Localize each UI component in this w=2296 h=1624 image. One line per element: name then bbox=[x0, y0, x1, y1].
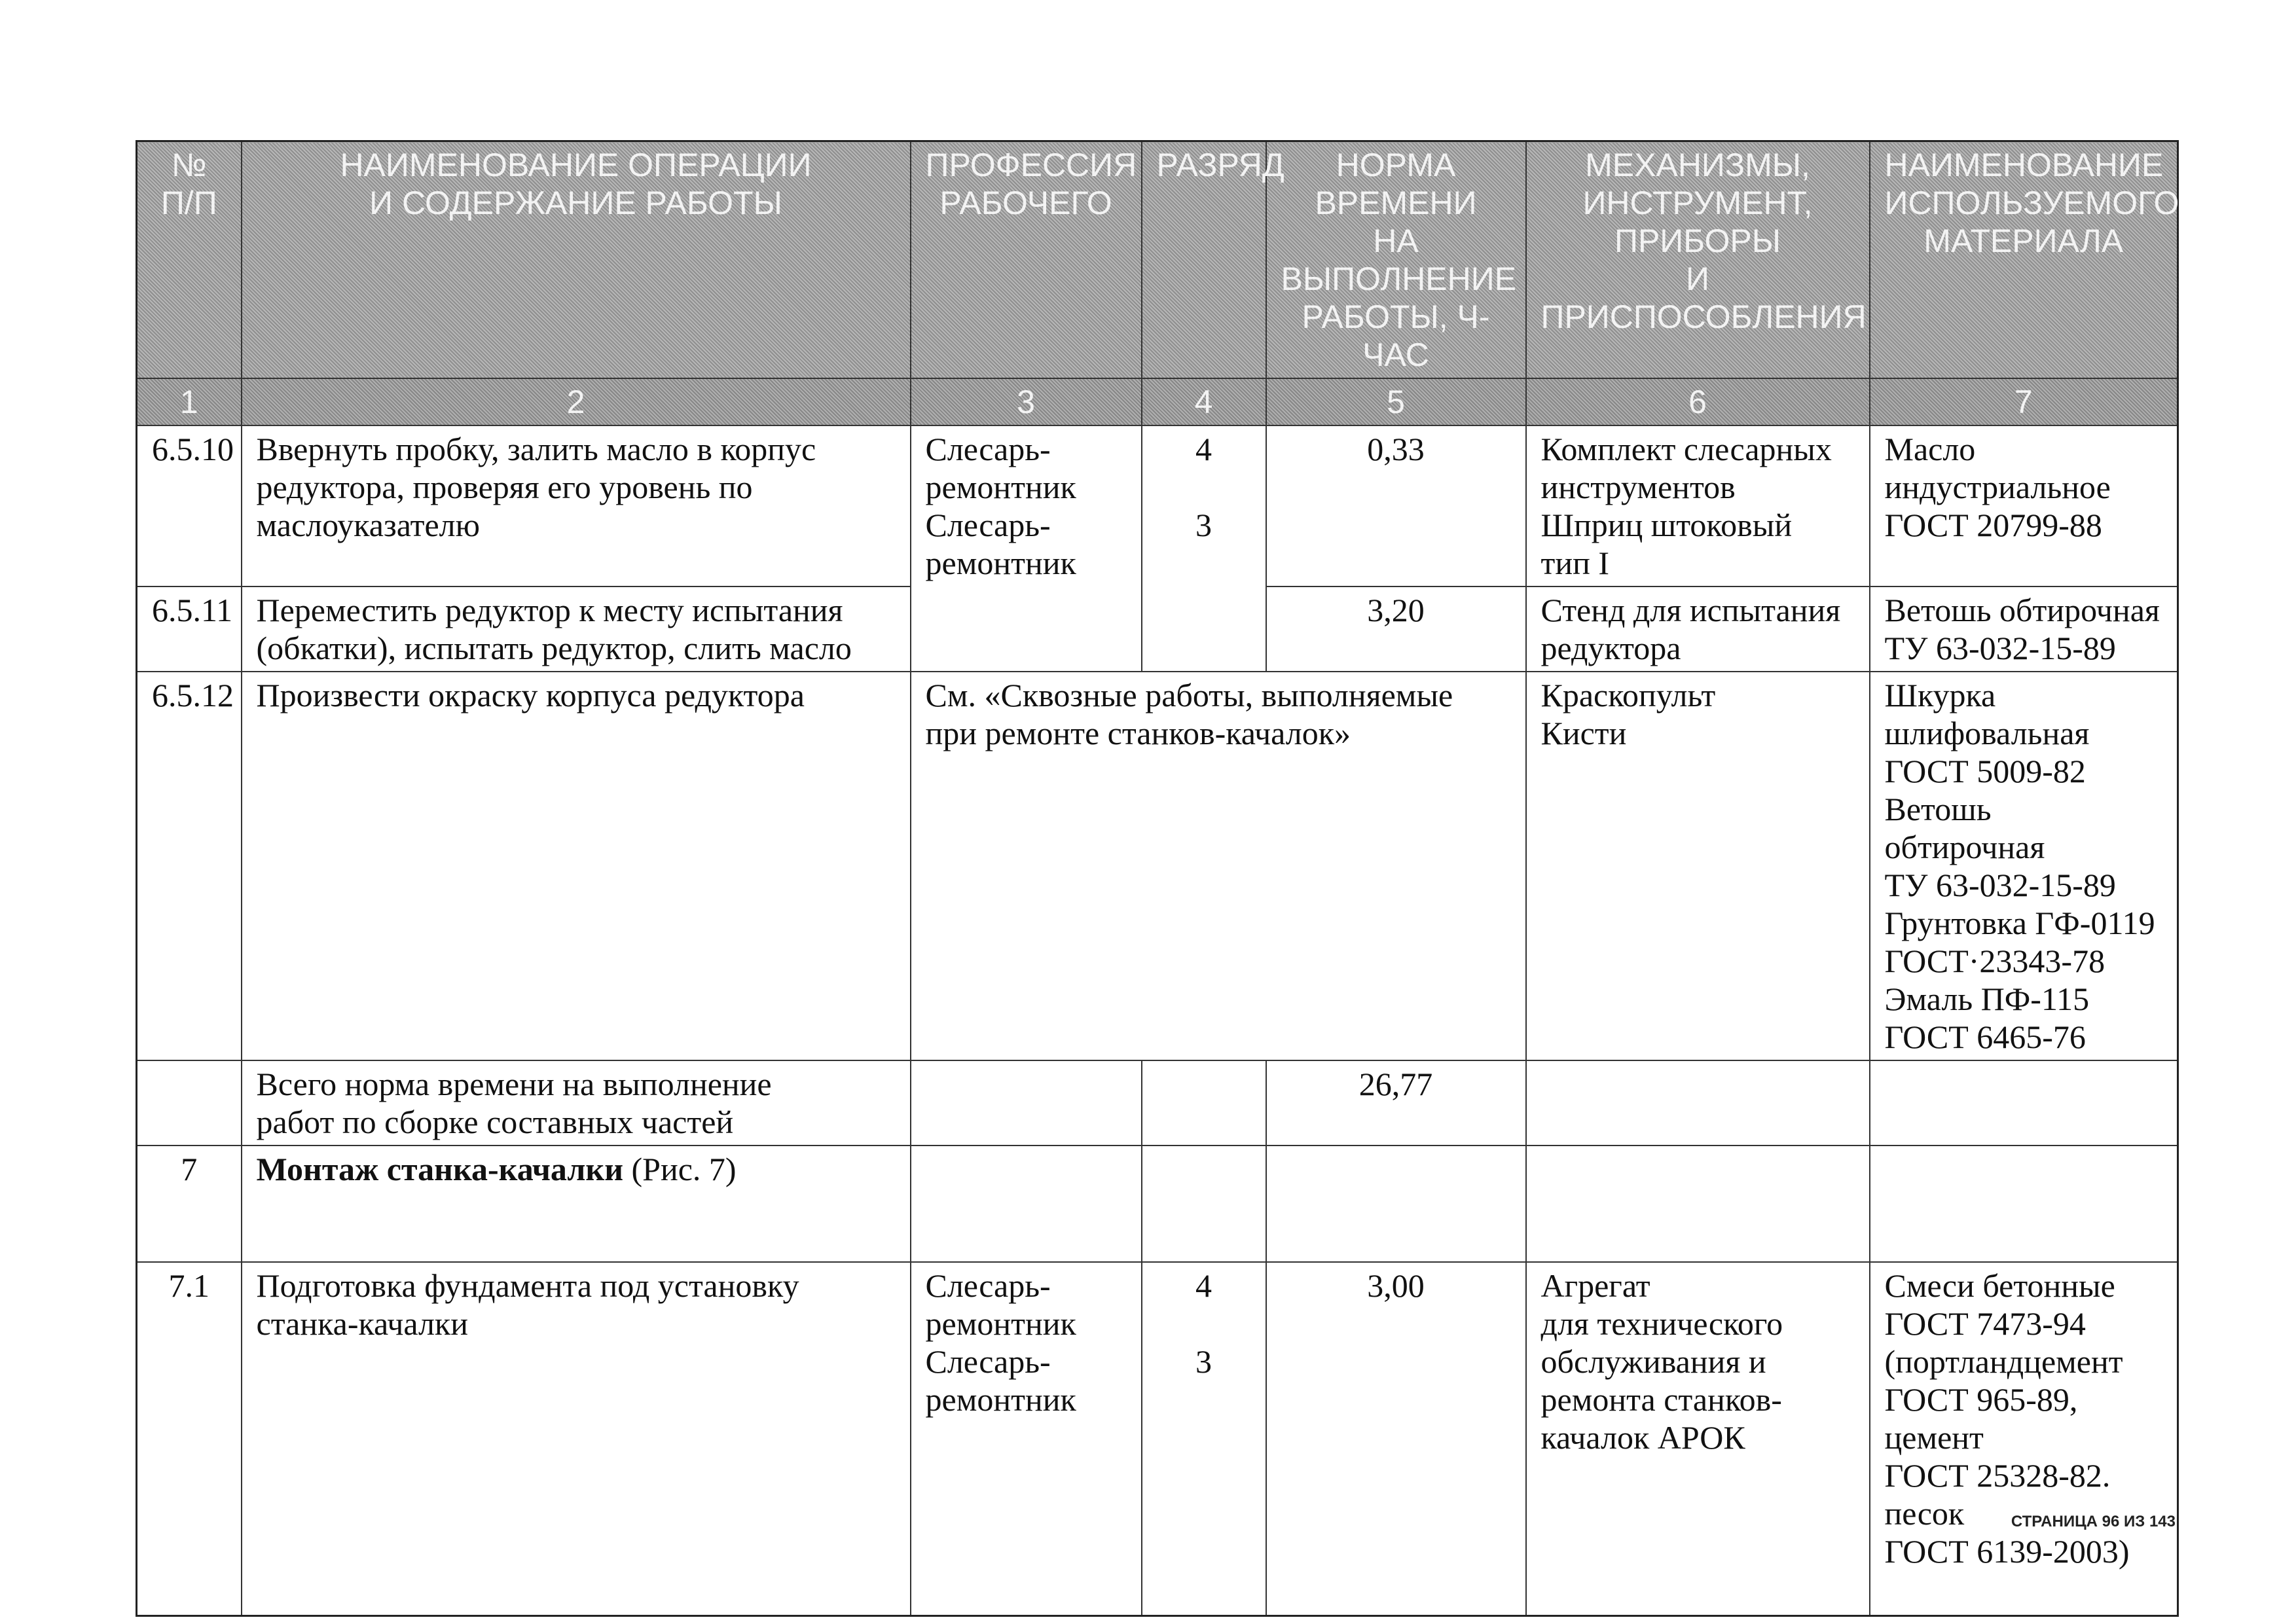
header-grade: РАЗРЯД bbox=[1142, 141, 1266, 379]
header-operation: НАИМЕНОВАНИЕ ОПЕРАЦИИ И СОДЕРЖАНИЕ РАБОТЫ bbox=[242, 141, 911, 379]
total-time-value: 26,77 bbox=[1266, 1060, 1526, 1146]
time-norm-value: 3,20 bbox=[1266, 586, 1526, 672]
column-number: 3 bbox=[911, 378, 1142, 425]
header-tools: МЕХАНИЗМЫ, ИНСТРУМЕНТ, ПРИБОРЫ И ПРИСПОСОБЛЕНИЯ bbox=[1526, 141, 1870, 379]
empty-cell bbox=[1870, 1146, 2178, 1262]
tools-text: Комплект слесарных инструментов Шприц штоковый тип I bbox=[1526, 425, 1870, 586]
profession-text: Слесарь- ремонтник Слесарь- ремонтник bbox=[911, 425, 1142, 672]
time-norm-value: 0,33 bbox=[1266, 425, 1526, 586]
column-number: 5 bbox=[1266, 378, 1526, 425]
section-row bbox=[137, 1146, 2178, 1262]
material-text: Смеси бетонные ГОСТ 7473-94 (портландцемент ГОСТ 965-89, цемент ГОСТ 25328-82. песок ГОСТ 6139-2003) bbox=[1870, 1262, 2178, 1616]
tools-text: Краскопульт Кисти bbox=[1526, 672, 1870, 1060]
column-number: 1 bbox=[137, 378, 242, 425]
table-row bbox=[137, 672, 2178, 1060]
row-number: 6.5.11 bbox=[137, 586, 242, 672]
section-number: 7 bbox=[137, 1146, 242, 1262]
row-number: 6.5.10 bbox=[137, 425, 242, 586]
section-figure-ref: (Рис. 7) bbox=[623, 1151, 737, 1187]
empty-cell bbox=[1266, 1146, 1526, 1262]
see-reference-text: См. «Сквозные работы, выполняемые при ремонте станков-качалок» bbox=[911, 672, 1526, 1060]
grade-value: 4 3 bbox=[1142, 1262, 1266, 1616]
operation-text: Произвести окраску корпуса редуктора bbox=[242, 672, 911, 1060]
tools-text: Агрегат для технического обслуживания и ремонта станков- качалок АРОК bbox=[1526, 1262, 1870, 1616]
column-number: 2 bbox=[242, 378, 911, 425]
column-number: 4 bbox=[1142, 378, 1266, 425]
tools-text: Стенд для испытания редуктора bbox=[1526, 586, 1870, 672]
column-number: 6 bbox=[1526, 378, 1870, 425]
section-title-cell bbox=[242, 1146, 911, 1262]
empty-cell bbox=[1142, 1146, 1266, 1262]
material-text: Ветошь обтирочная ТУ 63-032-15-89 bbox=[1870, 586, 2178, 672]
empty-cell bbox=[137, 1060, 242, 1146]
page-number: СТРАНИЦА 96 ИЗ 143 bbox=[2011, 1513, 2176, 1530]
header-profession: ПРОФЕССИЯ РАБОЧЕГО bbox=[911, 141, 1142, 379]
grade-value: 4 3 bbox=[1142, 425, 1266, 672]
column-number: 7 bbox=[1870, 378, 2178, 425]
total-label: Всего норма времени на выполнение работ по сборке составных частей bbox=[242, 1060, 911, 1146]
column-number-row bbox=[137, 378, 2178, 425]
table-header-row bbox=[137, 141, 2178, 379]
empty-cell bbox=[1526, 1060, 1870, 1146]
operation-text: Переместить редуктор к месту испытания (обкатки), испытать редуктор, слить масло bbox=[242, 586, 911, 672]
table-row bbox=[137, 1262, 2178, 1616]
operation-text: Ввернуть пробку, залить масло в корпус редуктора, проверяя его уровень по маслоуказателю bbox=[242, 425, 911, 586]
total-row bbox=[137, 1060, 2178, 1146]
empty-cell bbox=[911, 1060, 1142, 1146]
header-material: НАИМЕНОВАНИЕ ИСПОЛЬЗУЕМОГО МАТЕРИАЛА bbox=[1870, 141, 2178, 379]
section-title: Монтаж станка-качалки bbox=[256, 1151, 623, 1187]
work-norms-table bbox=[136, 140, 2179, 1617]
material-text: Шкурка шлифовальная ГОСТ 5009-82 Ветошь обтирочная ТУ 63-032-15-89 Грунтовка ГФ-0119 ГОСТ·23343-78 Эмаль ПФ-115 ГОСТ 6465-76 bbox=[1870, 672, 2178, 1060]
material-text: Масло индустриальное ГОСТ 20799-88 bbox=[1870, 425, 2178, 586]
empty-cell bbox=[1142, 1060, 1266, 1146]
operation-text: Подготовка фундамента под установку станка-качалки bbox=[242, 1262, 911, 1616]
profession-text: Слесарь- ремонтник Слесарь- ремонтник bbox=[911, 1262, 1142, 1616]
row-number: 6.5.12 bbox=[137, 672, 242, 1060]
row-number: 7.1 bbox=[137, 1262, 242, 1616]
table-row bbox=[137, 425, 2178, 586]
header-number: № П/П bbox=[137, 141, 242, 379]
empty-cell bbox=[911, 1146, 1142, 1262]
time-norm-value: 3,00 bbox=[1266, 1262, 1526, 1616]
header-time-norm: НОРМА ВРЕМЕНИ НА ВЫПОЛНЕНИЕ РАБОТЫ, Ч-ЧАС bbox=[1266, 141, 1526, 379]
empty-cell bbox=[1526, 1146, 1870, 1262]
empty-cell bbox=[1870, 1060, 2178, 1146]
